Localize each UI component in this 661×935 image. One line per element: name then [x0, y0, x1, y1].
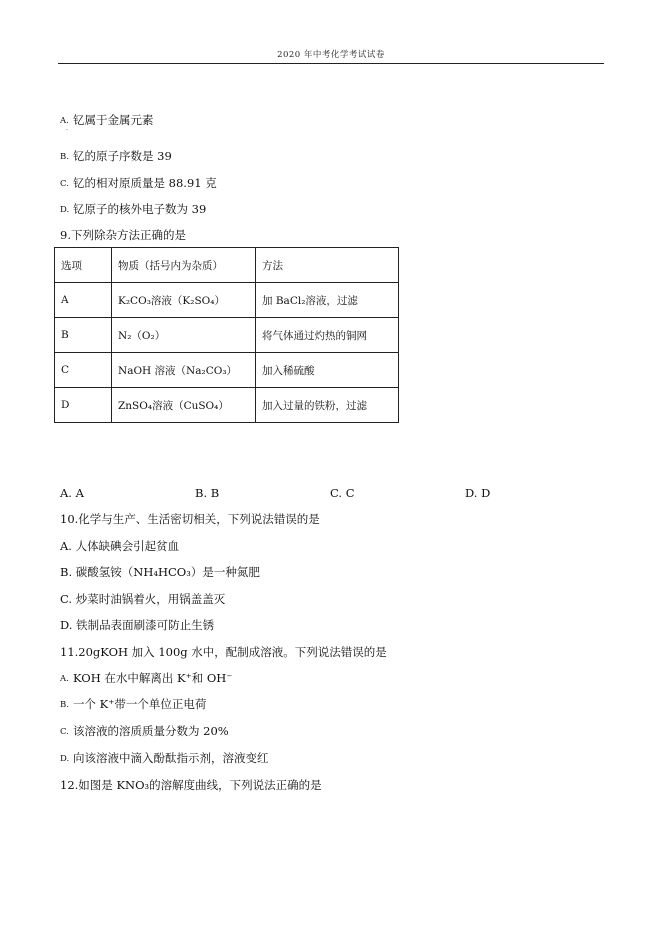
table-cell: NaOH 溶液（Na₂CO₃） [112, 353, 256, 388]
option-text: 钇的相对原质量是 88.91 克 [73, 176, 217, 190]
option-text: 钇属于金属元素 [73, 113, 154, 127]
q10-option-b: B. 碳酸氢铵（NH₄HCO₃）是一种氮肥 [60, 565, 260, 579]
table-cell: N₂（O₂） [112, 318, 256, 353]
header-cell-substance: 物质（括号内为杂质） [112, 248, 256, 283]
option-letter: B. [60, 152, 69, 162]
option-letter: D. [60, 205, 70, 215]
option-letter: C. [60, 727, 69, 737]
header-cell-method: 方法 [256, 248, 399, 283]
choice-b: B. B [195, 486, 220, 500]
table-cell: K₂CO₃溶液（K₂SO₄） [112, 283, 256, 318]
table-row [55, 353, 399, 388]
stray-dot: · [66, 127, 68, 134]
table-row [55, 388, 399, 423]
q9-table [54, 247, 399, 423]
q11-option-c [60, 724, 229, 739]
table-row [55, 318, 399, 353]
choice-c: C. C [330, 486, 355, 500]
q9-stem: 9.下列除杂方法正确的是 [60, 228, 186, 242]
option-text: 钇的原子序数是 39 [73, 149, 172, 163]
q8-option-d [60, 202, 206, 217]
option-text: 向该溶液中滴入酚酞指示剂，溶液变红 [73, 751, 269, 765]
option-text: 钇原子的核外电子数为 39 [73, 202, 207, 216]
table-cell: C [55, 353, 112, 388]
q12-stem: 12.如图是 KNO₃的溶解度曲线，下列说法正确的是 [60, 778, 322, 792]
option-letter: C. [60, 179, 69, 189]
choice-d: D. D [465, 486, 491, 500]
q10-stem: 10.化学与生产、生活密切相关，下列说法错误的是 [60, 512, 320, 526]
choice-a: A. A [60, 486, 84, 500]
q8-option-b [60, 149, 172, 164]
q10-option-a: A. 人体缺碘会引起贫血 [60, 539, 180, 553]
table-cell: A [55, 283, 112, 318]
table-cell: D [55, 388, 112, 423]
option-text: 一个 K⁺带一个单位正电荷 [73, 697, 207, 711]
table-header-row [55, 248, 399, 283]
page-header: 2020 年中考化学考试试卷 [277, 50, 385, 60]
option-letter: A. [60, 116, 69, 126]
q11-option-b [60, 697, 206, 712]
q10-option-d: D. 铁制品表面刷漆可防止生锈 [60, 618, 215, 632]
table-row [55, 283, 399, 318]
header-divider [58, 63, 604, 64]
option-letter: D. [60, 754, 70, 764]
table-cell: ZnSO₄溶液（CuSO₄） [112, 388, 256, 423]
q10-option-c: C. 炒菜时油锅着火，用锅盖盖灭 [60, 592, 226, 606]
option-text: KOH 在水中解离出 K⁺和 OH⁻ [73, 671, 233, 685]
q8-option-a [60, 113, 154, 128]
table-cell: 加入过量的铁粉，过滤 [256, 388, 399, 423]
q11-option-a [60, 671, 232, 686]
header-cell-option: 选项 [55, 248, 112, 283]
q11-stem: 11.20gKOH 加入 100g 水中，配制成溶液。下列说法错误的是 [60, 645, 387, 659]
table-cell: 加入稀硫酸 [256, 353, 399, 388]
option-text: 该溶液的溶质质量分数为 20% [73, 724, 229, 738]
option-letter: A. [60, 674, 69, 684]
table-cell: B [55, 318, 112, 353]
option-letter: B. [60, 700, 69, 710]
q11-option-d [60, 751, 269, 766]
table-cell: 将气体通过灼热的铜网 [256, 318, 399, 353]
q9-choices [60, 486, 560, 500]
q8-option-c [60, 176, 217, 191]
table-cell: 加 BaCl₂溶液，过滤 [256, 283, 399, 318]
